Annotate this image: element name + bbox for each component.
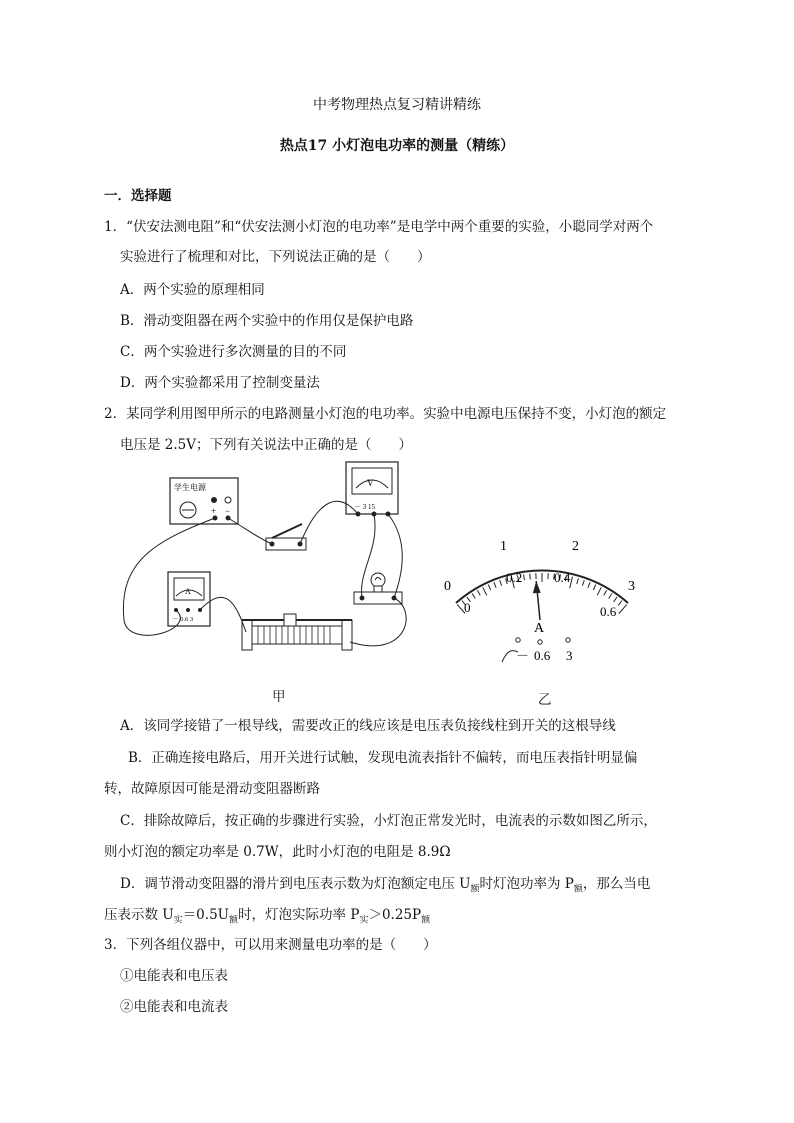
dial-outer-label: 3 [628, 579, 635, 594]
q2-option-a: A．该同学接错了一根导线，需要改正的线应该是电压表负接线柱到开关的这根导线 [120, 718, 616, 734]
dial-tick [494, 582, 496, 588]
svg-text:+: + [211, 506, 217, 516]
q1-stem-line2: 实验进行了梳理和对比，下列说法正确的是（ ） [120, 249, 431, 265]
dial-tick [588, 582, 590, 588]
voltmeter [346, 462, 398, 517]
dial-tick [619, 604, 627, 613]
dial-tick [597, 587, 601, 595]
dial-inner-label: 0.4 [554, 570, 571, 585]
q3-item-1: ①电能表和电压表 [120, 968, 228, 984]
dial-tick [604, 590, 607, 595]
dial-tick [488, 585, 490, 591]
page-title: 中考物理热点复习精讲精练 [313, 97, 481, 113]
ammeter-dial [428, 528, 658, 668]
q2-option-b-line2: 转，故障原因可能是滑动变阻器断路 [104, 781, 320, 797]
voltmeter-symbol: V [367, 478, 374, 488]
dial-tick [582, 580, 584, 586]
dial-inner-label: 0.2 [506, 570, 523, 585]
dial-outer-label: 2 [572, 539, 579, 554]
q2-stem-line1: 2．某同学利用图甲所示的电路测量小灯泡的电功率。实验中电源电压保持不变，小灯泡的额定 [104, 406, 667, 422]
dial-terminal-label: 3 [566, 648, 573, 663]
power-supply-label: 学生电源 [174, 483, 206, 492]
dial-tick [524, 574, 525, 580]
q2-stem-line2: 电压是 2.5V；下列有关说法中正确的是（ ） [120, 437, 413, 453]
q3-stem: 3．下列各组仪器中，可以用来测量电功率的是（ ） [104, 937, 437, 953]
dial-unit: A [534, 621, 545, 636]
ammeter [168, 572, 210, 626]
figure-caption-left: 甲 [272, 689, 286, 705]
voltmeter-terminals: － 3 15 [354, 503, 375, 511]
dial-outer-label: 0 [444, 579, 451, 594]
dial-outer-label: 1 [500, 539, 507, 554]
dial-tick [472, 593, 475, 598]
q2-option-c-line2: 则小灯泡的额定功率是 0.7W，此时小灯泡的电阻是 8.9Ω [104, 844, 451, 860]
page-subtitle: 热点17 小灯泡电功率的测量（精练） [279, 138, 515, 154]
q2-option-c-line1: C．排除故障后，按正确的步骤进行实验，小灯泡正常发光时，电流表的示数如图乙所示， [120, 813, 657, 829]
q1-option-a: A．两个实验的原理相同 [120, 282, 265, 298]
q1-option-c: C．两个实验进行多次测量的目的不同 [120, 344, 347, 360]
dial-tick [609, 593, 612, 598]
q1-option-b: B．滑动变阻器在两个实验中的作用仅是保护电路 [120, 313, 414, 329]
power-supply [170, 478, 238, 524]
dial-inner-label: 0 [464, 600, 471, 615]
dial-tick [483, 587, 487, 595]
ammeter-symbol: A [185, 587, 191, 596]
dial-tick [477, 590, 480, 595]
section-heading: 一．选择题 [104, 188, 172, 204]
dial-terminal-label: － [516, 648, 530, 663]
svg-text:−: − [225, 506, 231, 516]
dial-inner-label: 0.6 [600, 604, 617, 619]
dial-pointer-head [533, 581, 541, 593]
q1-stem-line1: 1．“伏安法测电阻”和“伏安法测小灯泡的电功率”是电学中两个重要的实验，小聪同学对两个 [104, 219, 654, 235]
q3-item-2: ②电能表和电流表 [120, 999, 228, 1015]
dial-tick [614, 597, 618, 602]
rheostat [242, 614, 352, 650]
q2-option-b-line1: B．正确连接电路后，用开关进行试触，发现电流表指针不偏转，而电压表指针明显偏 [128, 750, 638, 766]
q2-option-d-line2: 压表示数 $U_实=0.5U_额$时，灯泡实际功率 $P_实>0.25P_额$ [104, 907, 431, 926]
dial-tick [577, 578, 579, 584]
circuit-diagram [118, 460, 418, 660]
dial-tick [618, 601, 622, 606]
dial-tick [530, 574, 531, 580]
dial-tick [593, 585, 595, 591]
ammeter-terminals: － 0.6 3 [172, 616, 194, 623]
dial-terminal-label: 0.6 [534, 648, 551, 663]
q1-option-d: D．两个实验都采用了控制变量法 [120, 375, 320, 391]
dial-tick [500, 580, 502, 586]
wires [123, 501, 406, 646]
figure-caption-right: 乙 [538, 692, 552, 708]
q2-option-d-line1: D．调节滑动变阻器的滑片到电压表示数为灯泡额定电压 $U_额$时灯泡功率为 $P_额$，那么当电 [120, 876, 651, 895]
switch [266, 524, 306, 550]
